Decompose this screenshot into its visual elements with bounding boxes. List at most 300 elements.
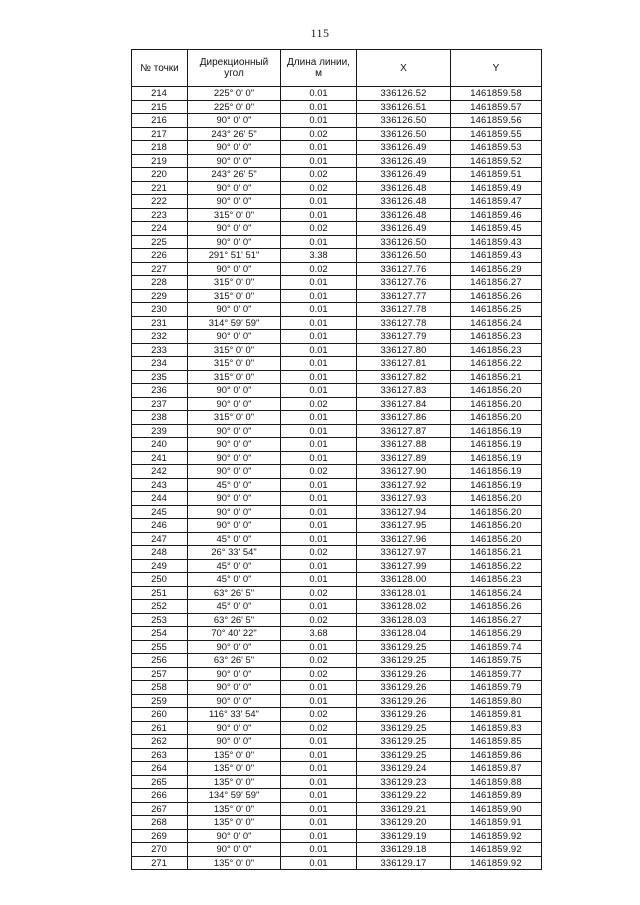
cell-x: 336127.87 — [357, 424, 451, 438]
cell-line-length: 0.01 — [281, 276, 357, 290]
cell-point-number: 238 — [132, 411, 188, 425]
cell-x: 336126.51 — [357, 100, 451, 114]
cell-point-number: 259 — [132, 694, 188, 708]
cell-y: 1461859.43 — [451, 249, 542, 263]
cell-directional-angle: 90° 0' 0" — [188, 829, 281, 843]
table-row — [132, 532, 542, 546]
page-number: 115 — [310, 26, 330, 40]
cell-x: 336127.86 — [357, 411, 451, 425]
cell-x: 336129.26 — [357, 708, 451, 722]
table-row — [132, 316, 542, 330]
table-row — [132, 802, 542, 816]
cell-x: 336126.49 — [357, 154, 451, 168]
cell-point-number: 256 — [132, 654, 188, 668]
cell-point-number: 241 — [132, 451, 188, 465]
cell-point-number: 224 — [132, 222, 188, 236]
cell-line-length: 3.68 — [281, 627, 357, 641]
cell-directional-angle: 135° 0' 0" — [188, 816, 281, 830]
cell-directional-angle: 315° 0' 0" — [188, 276, 281, 290]
cell-x: 336127.90 — [357, 465, 451, 479]
table-row — [132, 168, 542, 182]
cell-line-length: 0.02 — [281, 262, 357, 276]
cell-directional-angle: 90° 0' 0" — [188, 721, 281, 735]
cell-x: 336126.48 — [357, 208, 451, 222]
cell-line-length: 0.01 — [281, 681, 357, 695]
cell-point-number: 257 — [132, 667, 188, 681]
cell-y: 1461859.43 — [451, 235, 542, 249]
table-row — [132, 438, 542, 452]
cell-directional-angle: 243° 26' 5" — [188, 127, 281, 141]
cell-directional-angle: 116° 33' 54" — [188, 708, 281, 722]
cell-y: 1461859.75 — [451, 654, 542, 668]
cell-line-length: 0.01 — [281, 694, 357, 708]
table-row — [132, 856, 542, 870]
cell-directional-angle: 90° 0' 0" — [188, 195, 281, 209]
cell-point-number: 230 — [132, 303, 188, 317]
cell-directional-angle: 90° 0' 0" — [188, 235, 281, 249]
cell-line-length: 0.01 — [281, 411, 357, 425]
cell-y: 1461859.91 — [451, 816, 542, 830]
cell-directional-angle: 45° 0' 0" — [188, 600, 281, 614]
cell-x: 336128.00 — [357, 573, 451, 587]
cell-y: 1461859.92 — [451, 843, 542, 857]
cell-line-length: 0.02 — [281, 721, 357, 735]
cell-y: 1461856.29 — [451, 627, 542, 641]
cell-x: 336129.21 — [357, 802, 451, 816]
cell-directional-angle: 135° 0' 0" — [188, 802, 281, 816]
table-row — [132, 424, 542, 438]
cell-directional-angle: 90° 0' 0" — [188, 384, 281, 398]
cell-directional-angle: 90° 0' 0" — [188, 303, 281, 317]
table-row — [132, 492, 542, 506]
cell-x: 336127.82 — [357, 370, 451, 384]
cell-y: 1461859.51 — [451, 168, 542, 182]
cell-directional-angle: 90° 0' 0" — [188, 667, 281, 681]
cell-line-length: 0.01 — [281, 235, 357, 249]
cell-x: 336127.97 — [357, 546, 451, 560]
table-row — [132, 667, 542, 681]
cell-line-length: 0.02 — [281, 613, 357, 627]
table-row — [132, 222, 542, 236]
cell-point-number: 218 — [132, 141, 188, 155]
table-row — [132, 519, 542, 533]
cell-x: 336127.95 — [357, 519, 451, 533]
cell-directional-angle: 225° 0' 0" — [188, 100, 281, 114]
cell-line-length: 0.01 — [281, 748, 357, 762]
cell-point-number: 227 — [132, 262, 188, 276]
table-row — [132, 330, 542, 344]
cell-line-length: 0.01 — [281, 802, 357, 816]
cell-directional-angle: 135° 0' 0" — [188, 748, 281, 762]
cell-directional-angle: 90° 0' 0" — [188, 222, 281, 236]
cell-x: 336127.77 — [357, 289, 451, 303]
cell-directional-angle: 90° 0' 0" — [188, 519, 281, 533]
header-row — [132, 50, 542, 87]
cell-x: 336126.49 — [357, 141, 451, 155]
table-row — [132, 100, 542, 114]
table-row — [132, 370, 542, 384]
cell-y: 1461856.19 — [451, 465, 542, 479]
cell-point-number: 264 — [132, 762, 188, 776]
cell-directional-angle: 90° 0' 0" — [188, 492, 281, 506]
table-row — [132, 843, 542, 857]
cell-x: 336126.50 — [357, 249, 451, 263]
table-row — [132, 411, 542, 425]
cell-y: 1461859.89 — [451, 789, 542, 803]
cell-directional-angle: 291° 51' 51" — [188, 249, 281, 263]
cell-y: 1461856.20 — [451, 492, 542, 506]
cell-directional-angle: 90° 0' 0" — [188, 154, 281, 168]
cell-line-length: 0.02 — [281, 397, 357, 411]
table-row — [132, 478, 542, 492]
cell-directional-angle: 90° 0' 0" — [188, 681, 281, 695]
cell-x: 336129.24 — [357, 762, 451, 776]
table-row — [132, 262, 542, 276]
cell-y: 1461859.57 — [451, 100, 542, 114]
cell-line-length: 0.01 — [281, 640, 357, 654]
cell-point-number: 237 — [132, 397, 188, 411]
table-row — [132, 627, 542, 641]
cell-line-length: 0.01 — [281, 519, 357, 533]
cell-line-length: 0.02 — [281, 222, 357, 236]
table-row — [132, 141, 542, 155]
cell-point-number: 229 — [132, 289, 188, 303]
cell-directional-angle: 315° 0' 0" — [188, 208, 281, 222]
table-row — [132, 127, 542, 141]
cell-line-length: 0.01 — [281, 762, 357, 776]
cell-point-number: 215 — [132, 100, 188, 114]
cell-y: 1461859.81 — [451, 708, 542, 722]
cell-y: 1461859.86 — [451, 748, 542, 762]
table-row — [132, 249, 542, 263]
cell-x: 336126.50 — [357, 127, 451, 141]
cell-y: 1461856.23 — [451, 343, 542, 357]
cell-point-number: 240 — [132, 438, 188, 452]
cell-point-number: 242 — [132, 465, 188, 479]
cell-point-number: 233 — [132, 343, 188, 357]
table-header — [132, 50, 542, 87]
cell-y: 1461859.56 — [451, 114, 542, 128]
cell-x: 336126.49 — [357, 168, 451, 182]
cell-point-number: 231 — [132, 316, 188, 330]
cell-point-number: 253 — [132, 613, 188, 627]
cell-directional-angle: 90° 0' 0" — [188, 465, 281, 479]
cell-x: 336126.48 — [357, 181, 451, 195]
table-row — [132, 735, 542, 749]
cell-line-length: 0.01 — [281, 316, 357, 330]
cell-line-length: 0.01 — [281, 424, 357, 438]
header-line-length: Длина линии, м — [281, 50, 357, 87]
cell-x: 336126.48 — [357, 195, 451, 209]
cell-line-length: 0.01 — [281, 573, 357, 587]
table-row — [132, 154, 542, 168]
cell-directional-angle: 135° 0' 0" — [188, 762, 281, 776]
table-row — [132, 640, 542, 654]
cell-y: 1461856.19 — [451, 438, 542, 452]
cell-line-length: 0.01 — [281, 789, 357, 803]
cell-point-number: 214 — [132, 87, 188, 101]
cell-point-number: 269 — [132, 829, 188, 843]
cell-line-length: 0.01 — [281, 438, 357, 452]
table-row — [132, 573, 542, 587]
cell-point-number: 266 — [132, 789, 188, 803]
cell-line-length: 0.01 — [281, 357, 357, 371]
cell-point-number: 265 — [132, 775, 188, 789]
cell-line-length: 0.01 — [281, 289, 357, 303]
cell-x: 336129.22 — [357, 789, 451, 803]
cell-x: 336126.50 — [357, 235, 451, 249]
cell-line-length: 0.01 — [281, 532, 357, 546]
cell-point-number: 228 — [132, 276, 188, 290]
table-row — [132, 276, 542, 290]
cell-y: 1461856.26 — [451, 289, 542, 303]
table-row — [132, 303, 542, 317]
cell-line-length: 0.01 — [281, 195, 357, 209]
cell-x: 336127.80 — [357, 343, 451, 357]
cell-directional-angle: 243° 26' 5" — [188, 168, 281, 182]
cell-y: 1461856.23 — [451, 573, 542, 587]
cell-x: 336127.88 — [357, 438, 451, 452]
cell-line-length: 0.01 — [281, 451, 357, 465]
cell-y: 1461859.55 — [451, 127, 542, 141]
cell-directional-angle: 90° 0' 0" — [188, 181, 281, 195]
table-row — [132, 208, 542, 222]
cell-y: 1461859.88 — [451, 775, 542, 789]
cell-x: 336127.93 — [357, 492, 451, 506]
table-row — [132, 465, 542, 479]
cell-x: 336127.89 — [357, 451, 451, 465]
header-directional-angle: Дирекционный угол — [188, 50, 281, 87]
table-row — [132, 600, 542, 614]
cell-line-length: 0.01 — [281, 843, 357, 857]
cell-directional-angle: 63° 26' 5" — [188, 586, 281, 600]
cell-point-number: 249 — [132, 559, 188, 573]
table-row — [132, 397, 542, 411]
cell-y: 1461856.21 — [451, 546, 542, 560]
table-row — [132, 694, 542, 708]
cell-y: 1461859.80 — [451, 694, 542, 708]
cell-directional-angle: 90° 0' 0" — [188, 505, 281, 519]
cell-x: 336127.99 — [357, 559, 451, 573]
cell-y: 1461856.25 — [451, 303, 542, 317]
cell-line-length: 0.02 — [281, 654, 357, 668]
cell-line-length: 0.02 — [281, 127, 357, 141]
cell-directional-angle: 45° 0' 0" — [188, 532, 281, 546]
cell-directional-angle: 315° 0' 0" — [188, 411, 281, 425]
cell-y: 1461856.24 — [451, 586, 542, 600]
cell-line-length: 0.01 — [281, 856, 357, 870]
cell-line-length: 0.01 — [281, 735, 357, 749]
cell-x: 336129.23 — [357, 775, 451, 789]
table-row — [132, 708, 542, 722]
cell-x: 336128.01 — [357, 586, 451, 600]
cell-x: 336129.26 — [357, 694, 451, 708]
cell-directional-angle: 315° 0' 0" — [188, 289, 281, 303]
cell-x: 336129.20 — [357, 816, 451, 830]
cell-y: 1461856.19 — [451, 424, 542, 438]
table-row — [132, 451, 542, 465]
cell-x: 336129.17 — [357, 856, 451, 870]
cell-point-number: 219 — [132, 154, 188, 168]
cell-line-length: 0.01 — [281, 343, 357, 357]
cell-point-number: 216 — [132, 114, 188, 128]
cell-y: 1461859.92 — [451, 856, 542, 870]
cell-point-number: 262 — [132, 735, 188, 749]
cell-directional-angle: 134° 59' 59" — [188, 789, 281, 803]
cell-point-number: 260 — [132, 708, 188, 722]
cell-y: 1461859.77 — [451, 667, 542, 681]
cell-y: 1461859.58 — [451, 87, 542, 101]
cell-y: 1461859.87 — [451, 762, 542, 776]
cell-line-length: 0.01 — [281, 384, 357, 398]
table-row — [132, 816, 542, 830]
cell-y: 1461856.19 — [451, 478, 542, 492]
cell-x: 336129.19 — [357, 829, 451, 843]
cell-x: 336127.76 — [357, 276, 451, 290]
cell-line-length: 0.01 — [281, 87, 357, 101]
cell-point-number: 250 — [132, 573, 188, 587]
table-row — [132, 357, 542, 371]
cell-directional-angle: 90° 0' 0" — [188, 640, 281, 654]
cell-point-number: 254 — [132, 627, 188, 641]
cell-y: 1461856.20 — [451, 519, 542, 533]
cell-line-length: 0.02 — [281, 546, 357, 560]
table-row — [132, 195, 542, 209]
cell-y: 1461856.19 — [451, 451, 542, 465]
cell-y: 1461856.20 — [451, 384, 542, 398]
cell-directional-angle: 90° 0' 0" — [188, 438, 281, 452]
table-row — [132, 789, 542, 803]
cell-y: 1461859.47 — [451, 195, 542, 209]
cell-point-number: 246 — [132, 519, 188, 533]
cell-x: 336127.83 — [357, 384, 451, 398]
cell-line-length: 0.01 — [281, 208, 357, 222]
cell-directional-angle: 63° 26' 5" — [188, 613, 281, 627]
table-row — [132, 586, 542, 600]
cell-line-length: 0.01 — [281, 505, 357, 519]
cell-directional-angle: 315° 0' 0" — [188, 370, 281, 384]
header-x: X — [357, 50, 451, 87]
cell-directional-angle: 90° 0' 0" — [188, 397, 281, 411]
cell-line-length: 0.02 — [281, 667, 357, 681]
table-body — [132, 87, 542, 870]
cell-y: 1461856.26 — [451, 600, 542, 614]
coordinates-table — [131, 49, 542, 870]
cell-point-number: 221 — [132, 181, 188, 195]
cell-line-length: 0.02 — [281, 168, 357, 182]
cell-y: 1461856.20 — [451, 505, 542, 519]
cell-y: 1461859.92 — [451, 829, 542, 843]
cell-directional-angle: 90° 0' 0" — [188, 424, 281, 438]
cell-point-number: 217 — [132, 127, 188, 141]
cell-y: 1461856.21 — [451, 370, 542, 384]
cell-y: 1461856.23 — [451, 330, 542, 344]
cell-directional-angle: 315° 0' 0" — [188, 357, 281, 371]
cell-point-number: 261 — [132, 721, 188, 735]
table-row — [132, 681, 542, 695]
cell-x: 336129.25 — [357, 735, 451, 749]
cell-line-length: 0.01 — [281, 492, 357, 506]
cell-x: 336127.78 — [357, 303, 451, 317]
table-row — [132, 343, 542, 357]
cell-x: 336127.94 — [357, 505, 451, 519]
cell-x: 336129.18 — [357, 843, 451, 857]
table-row — [132, 289, 542, 303]
cell-line-length: 0.01 — [281, 330, 357, 344]
cell-point-number: 235 — [132, 370, 188, 384]
table-row — [132, 829, 542, 843]
cell-point-number: 232 — [132, 330, 188, 344]
cell-line-length: 0.02 — [281, 465, 357, 479]
cell-point-number: 270 — [132, 843, 188, 857]
cell-directional-angle: 315° 0' 0" — [188, 343, 281, 357]
cell-point-number: 252 — [132, 600, 188, 614]
cell-point-number: 271 — [132, 856, 188, 870]
cell-line-length: 0.01 — [281, 775, 357, 789]
cell-directional-angle: 90° 0' 0" — [188, 451, 281, 465]
cell-x: 336126.50 — [357, 114, 451, 128]
cell-y: 1461859.49 — [451, 181, 542, 195]
cell-y: 1461859.53 — [451, 141, 542, 155]
cell-point-number: 239 — [132, 424, 188, 438]
cell-x: 336129.25 — [357, 640, 451, 654]
cell-x: 336127.92 — [357, 478, 451, 492]
cell-x: 336126.52 — [357, 87, 451, 101]
cell-x: 336129.26 — [357, 667, 451, 681]
cell-x: 336127.84 — [357, 397, 451, 411]
cell-point-number: 268 — [132, 816, 188, 830]
cell-directional-angle: 225° 0' 0" — [188, 87, 281, 101]
cell-line-length: 3.38 — [281, 249, 357, 263]
cell-point-number: 244 — [132, 492, 188, 506]
cell-line-length: 0.01 — [281, 816, 357, 830]
table-row — [132, 505, 542, 519]
cell-line-length: 0.02 — [281, 181, 357, 195]
table-row — [132, 613, 542, 627]
cell-y: 1461856.29 — [451, 262, 542, 276]
cell-line-length: 0.01 — [281, 303, 357, 317]
table-row — [132, 654, 542, 668]
cell-line-length: 0.01 — [281, 154, 357, 168]
cell-x: 336127.78 — [357, 316, 451, 330]
cell-x: 336127.81 — [357, 357, 451, 371]
cell-point-number: 248 — [132, 546, 188, 560]
cell-point-number: 234 — [132, 357, 188, 371]
cell-x: 336126.49 — [357, 222, 451, 236]
cell-point-number: 255 — [132, 640, 188, 654]
cell-directional-angle: 70° 40' 22" — [188, 627, 281, 641]
cell-y: 1461859.90 — [451, 802, 542, 816]
table-row — [132, 762, 542, 776]
cell-y: 1461856.27 — [451, 276, 542, 290]
cell-directional-angle: 45° 0' 0" — [188, 559, 281, 573]
cell-point-number: 243 — [132, 478, 188, 492]
cell-line-length: 0.01 — [281, 100, 357, 114]
cell-directional-angle: 90° 0' 0" — [188, 141, 281, 155]
cell-x: 336129.25 — [357, 721, 451, 735]
cell-directional-angle: 90° 0' 0" — [188, 843, 281, 857]
cell-point-number: 223 — [132, 208, 188, 222]
cell-point-number: 258 — [132, 681, 188, 695]
cell-x: 336128.03 — [357, 613, 451, 627]
cell-directional-angle: 26° 33' 54" — [188, 546, 281, 560]
cell-line-length: 0.01 — [281, 114, 357, 128]
cell-directional-angle: 63° 26' 5" — [188, 654, 281, 668]
cell-point-number: 222 — [132, 195, 188, 209]
cell-x: 336129.25 — [357, 654, 451, 668]
table-row — [132, 235, 542, 249]
cell-directional-angle: 135° 0' 0" — [188, 775, 281, 789]
